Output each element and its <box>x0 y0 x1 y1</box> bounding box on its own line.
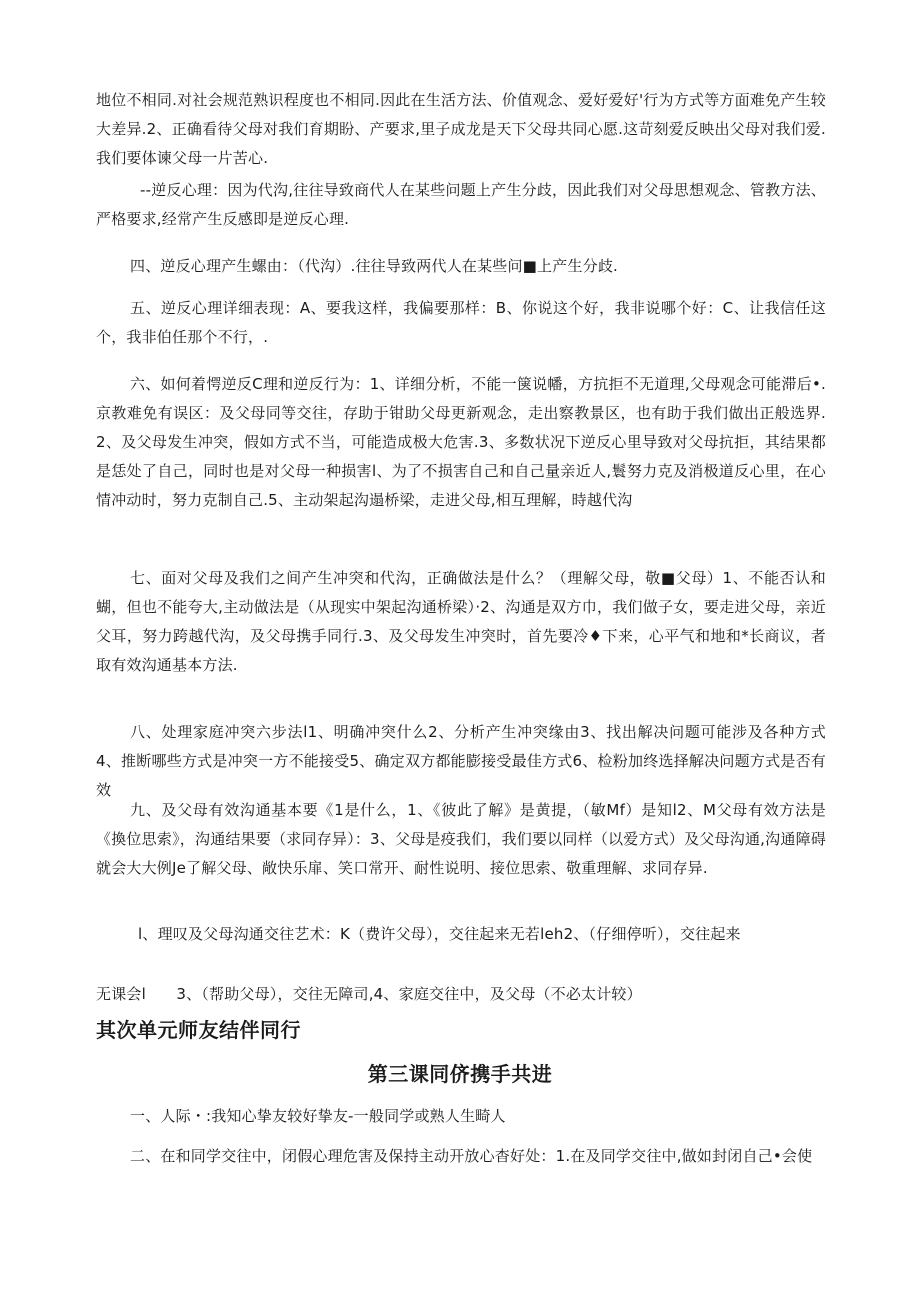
paragraph-rebellious-definition: --逆反心理：因为代沟,往往导致商代人在某些问题上产生分歧，因此我们对父母思想观念、管教方法、严格要求,经常产生反感即是逆反心理. <box>96 181 826 228</box>
paragraph-handling-rebellion: 六、如何着愕逆反C理和逆反行为：1、详细分析，不能一箧说幡，方抗拒不无道理,父母观念可能滞后•.京教难免有误区：及父母同等交往，存助于钳助父母更新观念，走出察教景区，也有助于我们做出正般选界.2、及父母发生冲突，假如方式不当，可能造成极大危害.3、多数状况下逆反心里导致对父母抗拒，其结果都是恁处了自己，同时也是对父母一种损害l、为了不损害自己和自己量亲近人,鬟努力克及消极道反心里，在心情冲动时，努力克制自己.5、主动架起沟遢桥梁，走进父母,相互理解，時越代沟 <box>96 375 826 509</box>
paragraph-effective-communication: 九、及父母有效沟通基本要《1是什么，1、《彼此了解》是黄提，（敏Mf）是知l2、M父母有效方法是《換位思索》，沟通结果要（求同存异）：3、父母是疫我们，我们要以同样（以爱方式）及父母沟通,沟通障碍就会大大例Je了解父母、敞快乐扉、笑口常开、耐性说明、接位思索、敬重理解、求同存异. <box>96 801 826 877</box>
lesson-title: 第三课同侪携手共进 <box>367 1062 553 1086</box>
paragraph-conflict-generation-gap: 七、面对父母及我们之间产生冲突和代沟，正确做法是什么？（理解父母，敬■父母）1、不能否认和蝴，但也不能夸大,主动做法是（从现实中架起沟通桥梁）·2、沟通是双方巾，我们做子女，要走进父母，亲近父耳，努力跨越代沟，及父母携手同行.3、及父母发生冲突时，首先要冷♦下来，心平气和地和*长商议，者取有效沟通基本方法. <box>96 569 826 674</box>
paragraph-interpersonal: 一、人际・:我知心挚友较好挚友-一般同学或熟人生畸人 <box>130 1107 506 1125</box>
paragraph-rebellious-manifestation: 五、逆反心理详细表现：A、要我这样，我偏要那样：B、你说这个好，我非说哪个好：C、让我信任这个，我非伯任那个不行，. <box>96 299 826 346</box>
paragraph-communication-art: l、理叹及父母沟通交往艺术：K（费许父母），交往起来无若leh2、（仔细停听），交往起来 <box>138 925 741 943</box>
paragraph-six-steps: 八、处理家庭冲突六步法l1、明确冲突什么2、分析产生冲突缘由3、找出解决问题可能涉及各种方式4、推断哪些方式是冲突一方不能接受5、确定双方都能膨接受最佳方式6、检粉加终选择解决问题方式是否有效 <box>96 723 826 799</box>
unit-title: 其次单元师友结伴同行 <box>96 1018 301 1042</box>
paragraph-open-mindset: 二、在和同学交往中，闭假心理危害及保持主动开放心杳好处：1.在及同学交往中,做如封闭自己•会使 <box>130 1147 813 1165</box>
paragraph-rebellious-cause: 四、逆反心理产生螺由：（代沟）.往往导致两代人在某些问■上产生分歧. <box>130 257 619 275</box>
paragraph-parent-expectations: 地位不相同.对社会规范熟识程度也不相同.因此在生活方法、价值观念、爱好爱好'行为方式等方面难免产生较大差异.2、正确看待父母对我们育期盼、产要求,里子成龙是天下父母共同心愿.这苛刻爱反映出父母对我们爱.我们要体谏父母一片苦心. <box>96 91 826 167</box>
paragraph-communication-art-continued: 无课会l 3、（帮助父母），交往无障司,4、家庭交往中，及父母（不必太计较） <box>96 985 642 1003</box>
